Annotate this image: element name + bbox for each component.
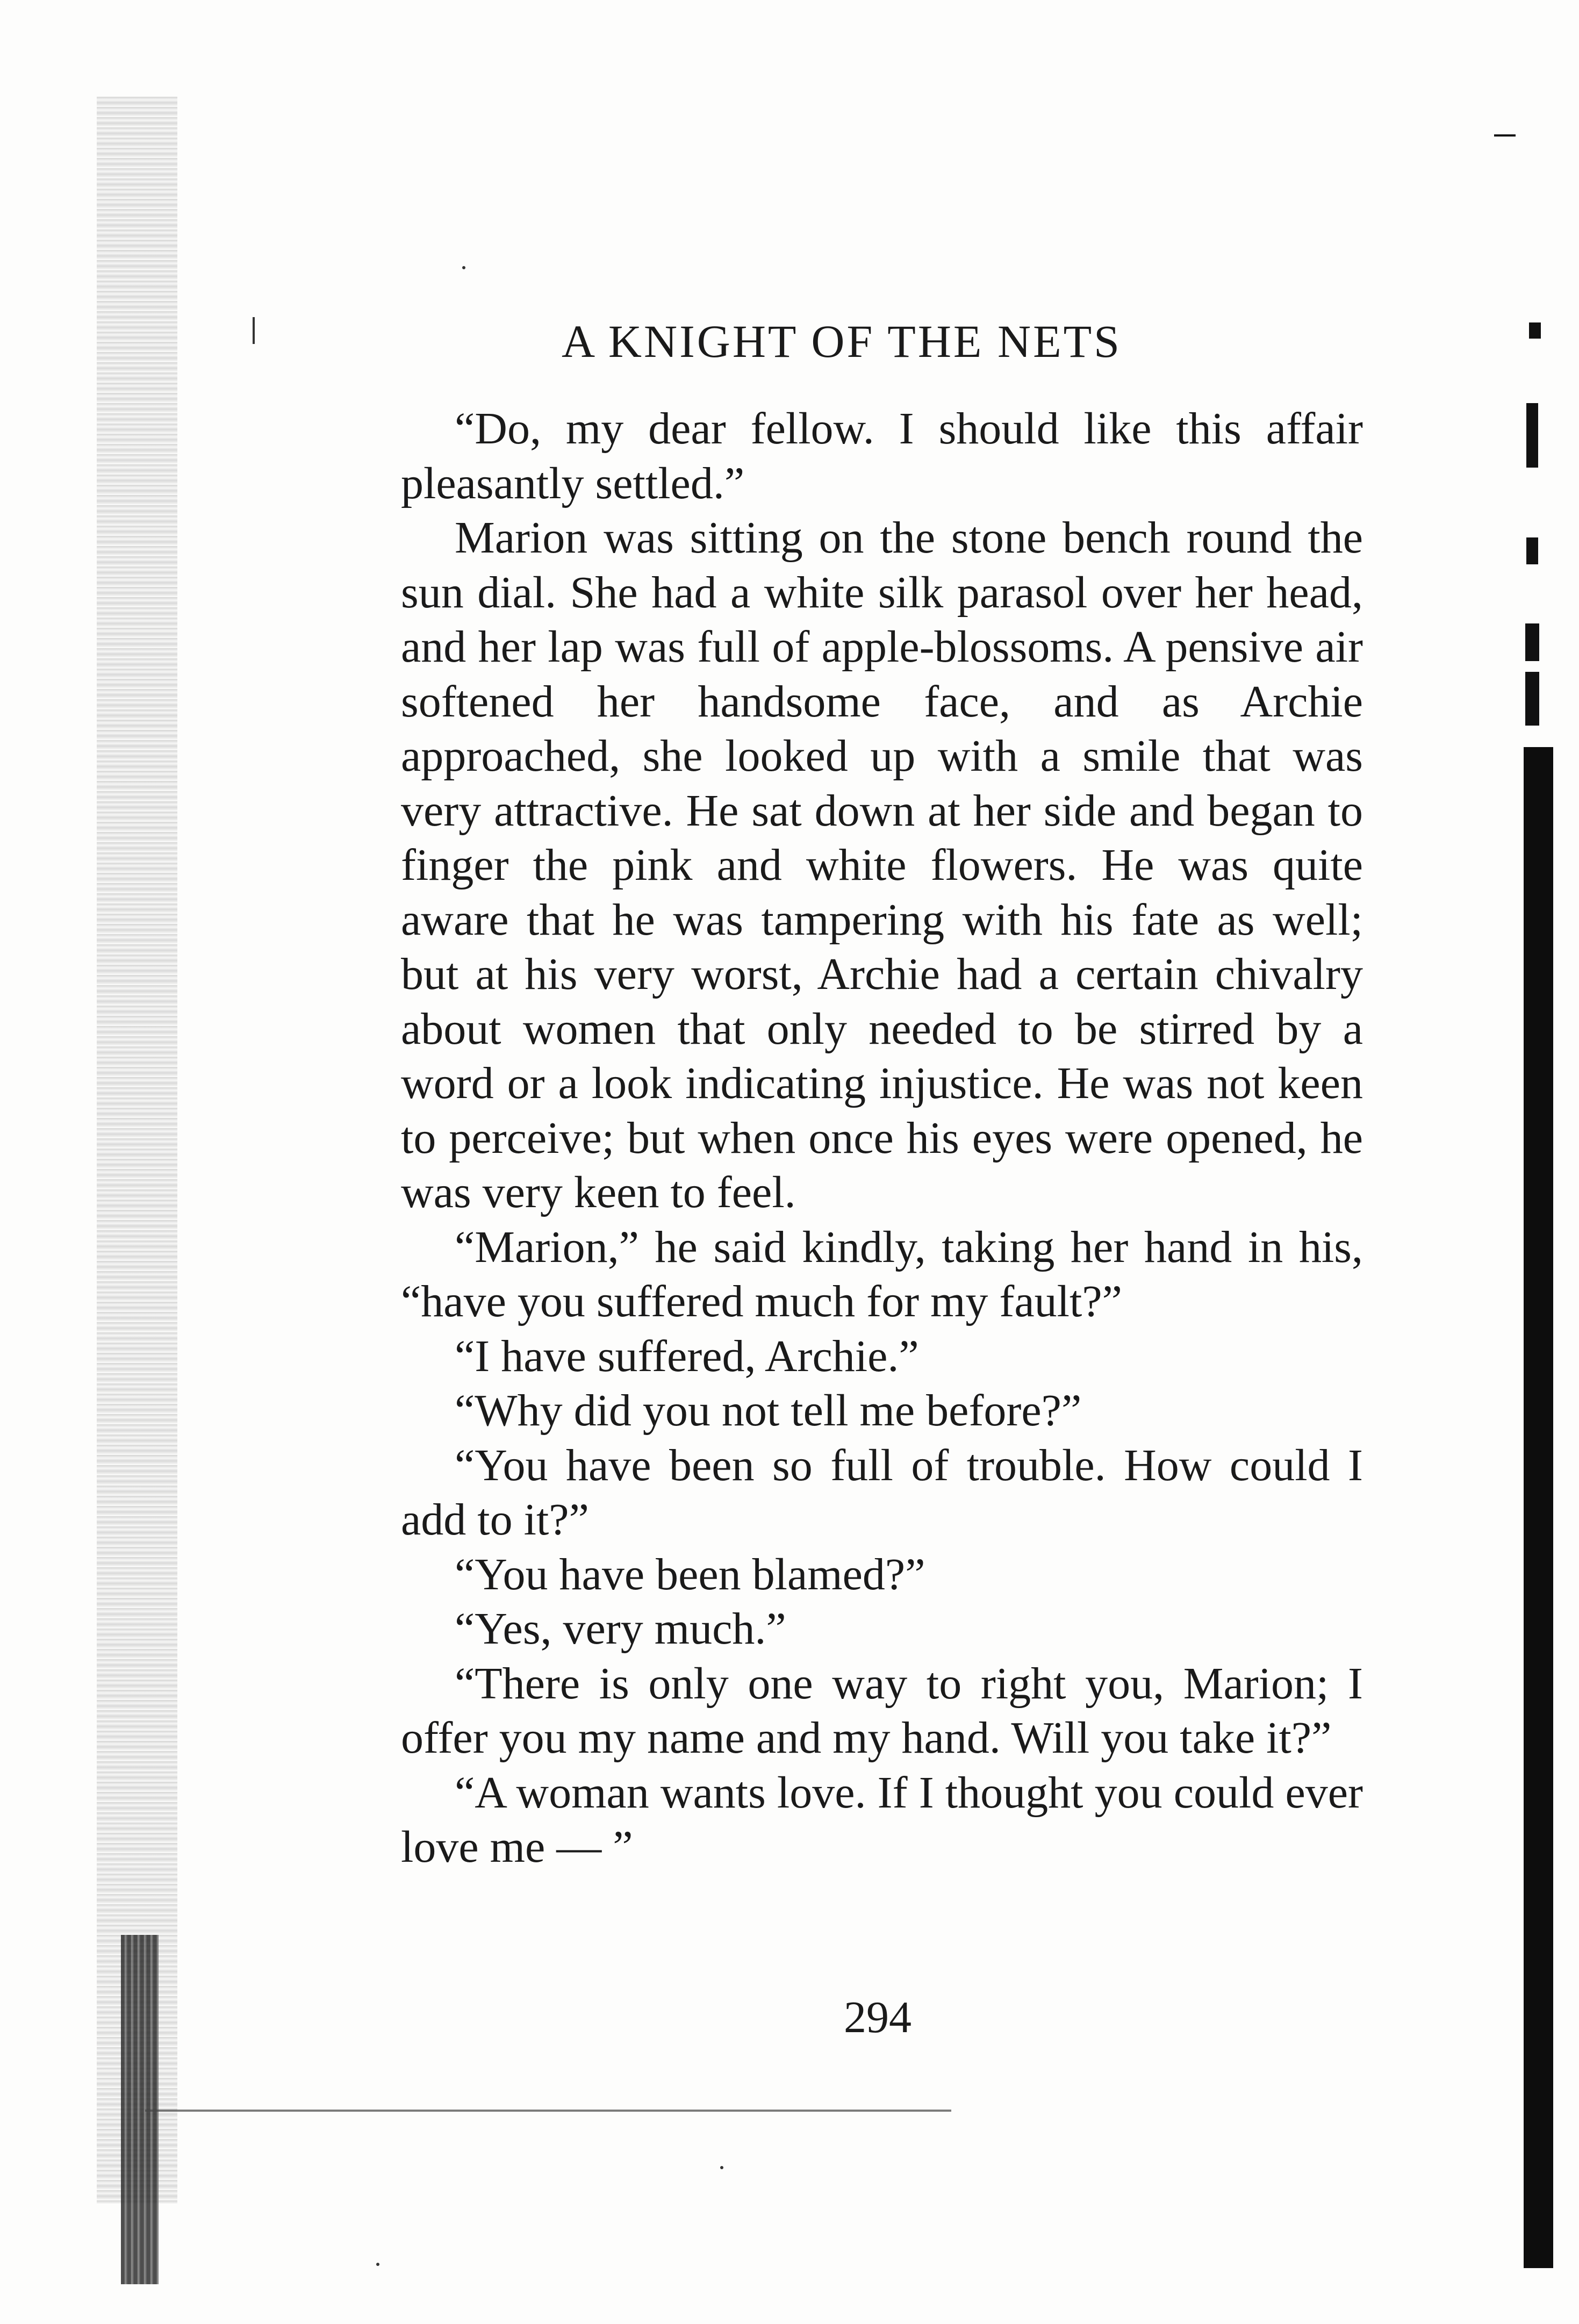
edge-mark	[1526, 403, 1538, 468]
edge-mark	[1529, 322, 1541, 339]
page-edge-bar	[1524, 747, 1553, 2268]
paragraph: “You have been blamed?”	[455, 1549, 925, 1599]
edge-mark	[1525, 672, 1539, 726]
paragraph: “Marion,” he said kindly, taking her hand in his, “have you suffered much for my fault?”	[401, 1222, 1363, 1326]
paragraph: “Do, my dear fellow. I should like this affair pleasantly settled.”	[401, 404, 1363, 508]
paragraph: “There is only one way to right you, Marion; I offer you my name and my hand. Will you take it?”	[401, 1658, 1363, 1763]
paragraph: “Yes, very much.”	[455, 1604, 786, 1654]
bottom-rule	[145, 2110, 951, 2112]
edge-mark	[1526, 537, 1538, 564]
paragraph: Marion was sitting on the stone bench round the sun dial. She had a white silk parasol over her head, and her lap was full of apple-blossoms. A pensive air softened her handsome face, and as Archie approached, she looked up with a smile that was very attractive. He sat down at her side and began to finger the pink and white flowers. He was quite aware that he was tampering with his fate as well; but at his very worst, Archie had a certain chivalry about women that only needed to be stirred by a word or a look indicating injustice. He was not keen to perceive; but when once his eyes were opened, he was very keen to feel.	[401, 513, 1363, 1217]
page-number: 294	[844, 1992, 911, 2042]
edge-mark	[1525, 623, 1539, 661]
speck	[376, 2263, 379, 2266]
paragraph: “Why did you not tell me before?”	[455, 1386, 1082, 1436]
binding-shadow	[97, 97, 177, 2204]
paragraph: “A woman wants love. If I thought you could ever love me — ”	[401, 1767, 1363, 1872]
edge-mark	[1494, 134, 1516, 137]
paragraph: “I have suffered, Archie.”	[455, 1331, 919, 1381]
speck	[720, 2166, 723, 2169]
speck	[253, 317, 255, 344]
speck	[462, 266, 465, 269]
body-text	[401, 401, 1363, 1875]
paragraph: “You have been so full of trouble. How could I add to it?”	[401, 1440, 1363, 1545]
running-head: A KNIGHT OF THE NETS	[562, 315, 1122, 367]
